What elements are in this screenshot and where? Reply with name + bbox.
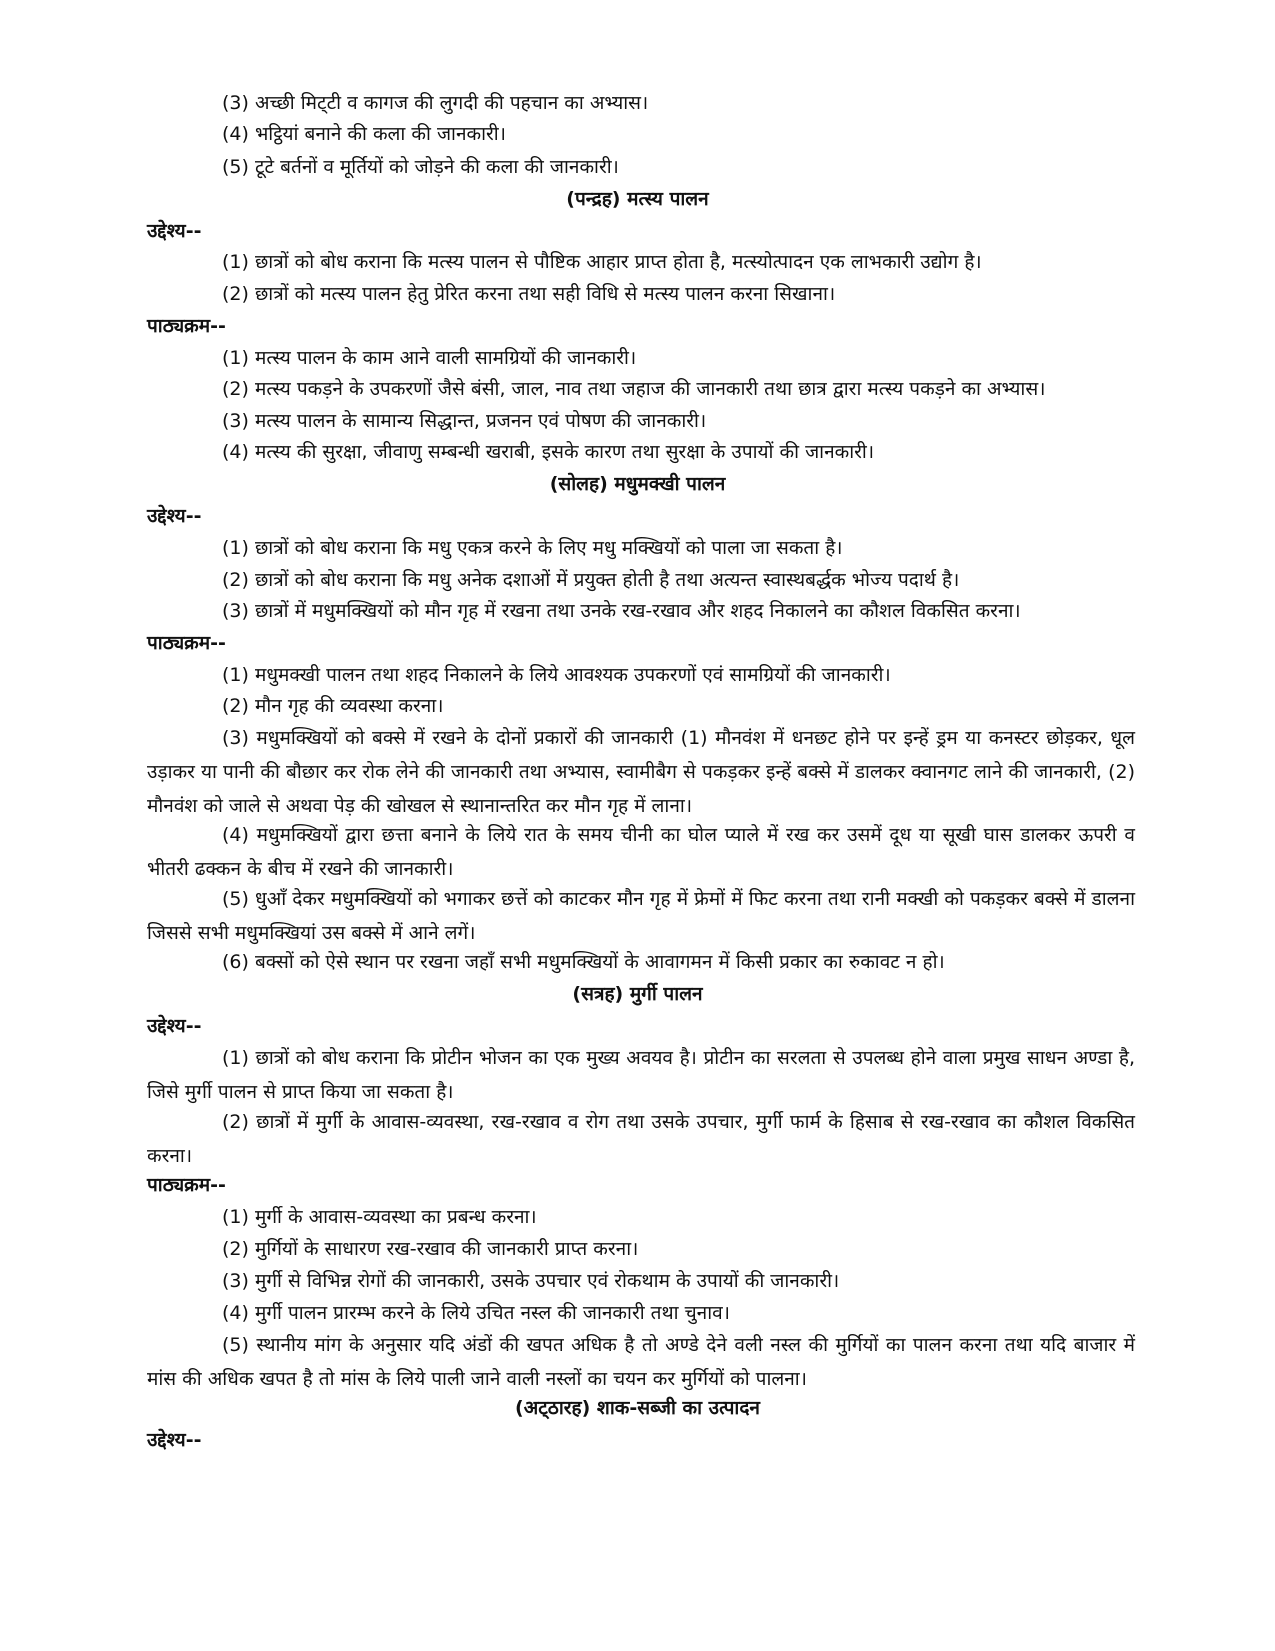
list-item: (4) मुर्गी पालन प्रारम्भ करने के लिये उचित नस्ल की जानकारी तथा चुनाव। [222,1302,730,1324]
list-item: (2) मुर्गियों के साधारण रख-रखाव की जानकारी प्राप्त करना। [222,1238,639,1260]
objectives-label: उद्देश्य-- [147,505,202,527]
objectives-label: उद्देश्य-- [147,220,202,242]
section-heading: (अट्‌ठारह) शाक-सब्जी का उत्पादन [515,1397,760,1419]
list-paragraph: (3) मधुमक्खियों को बक्से में रखने के दोनों प्रकारों की जानकारी (1) मौनवंश में धनछट होने पर इन्हें ड्रम या कनस्टर छोड़कर, धूल उड़ाकर या पानी की बौछार कर रोक लेने की जानकारी तथा अभ्यास, स्वामीबैग से पकड़कर इन्हें बक्से में डालकर क्वानगट लाने की जानकारी, (2) मौनवंश को जाले से अथवा पेड़ की खोखल से स्थानान्तरित कर मौन गृह में लाना। [147,727,1135,817]
list-item: (6) बक्सों को ऐसे स्थान पर रखना जहाँ सभी मधुमक्खियों के आवागमन में किसी प्रकार का रुकावट न हो। [222,951,945,973]
section-heading: (सत्रह) मुर्गी पालन [572,983,703,1005]
list-item: (2) मौन गृह की व्यवस्था करना। [222,695,444,717]
list-item: (2) छात्रों को मत्स्य पालन हेतु प्रेरित करना तथा सही विधि से मत्स्य पालन करना सिखाना। [222,283,836,305]
list-item: (3) मुर्गी से विभिन्न रोगों की जानकारी, उसके उपचार एवं रोकथाम के उपायों की जानकारी। [222,1270,840,1292]
list-paragraph: (2) छात्रों में मुर्गी के आवास-व्यवस्था, रख-रखाव व रोग तथा उसके उपचार, मुर्गी फार्म के हिसाब से रख-रखाव का कौशल विकसित करना। [147,1111,1135,1167]
syllabus-label: पाठ्यक्रम-- [147,1174,226,1196]
list-item: (4) भट्ठियां बनाने की कला की जानकारी। [222,123,506,145]
list-item: (3) छात्रों में मधुमक्खियों को मौन गृह में रखना तथा उनके रख-रखाव और शहद निकालने का कौशल विकसित करना। [222,600,1021,622]
objectives-label: उद्देश्य-- [147,1429,202,1451]
list-item: (1) मुर्गी के आवास-व्यवस्था का प्रबन्ध करना। [222,1206,537,1228]
list-item: (5) टूटे बर्तनों व मूर्तियों को जोड़ने की कला की जानकारी। [222,156,619,178]
list-item: (3) अच्छी मिट्‌टी व कागज की लुगदी की पहचान का अभ्यास। [222,92,649,114]
list-item: (2) छात्रों को बोध कराना कि मधु अनेक दशाओं में प्रयुक्त होती है तथा अत्यन्त स्वास्थबर्द्धक भोज्य पदार्थ है। [222,569,960,591]
section-heading: (पन्द्रह) मत्स्य पालन [566,188,709,210]
list-item: (1) मत्स्य पालन के काम आने वाली सामग्रियों की जानकारी। [222,347,637,369]
list-item: (2) मत्स्य पकड़ने के उपकरणों जैसे बंसी, जाल, नाव तथा जहाज की जानकारी तथा छात्र द्वारा मत्स्य पकड़ने का अभ्यास। [222,378,1046,400]
list-item: (4) मत्स्य की सुरक्षा, जीवाणु सम्बन्धी खराबी, इसके कारण तथा सुरक्षा के उपायों की जानकारी। [222,441,875,463]
list-item: (1) छात्रों को बोध कराना कि मत्स्य पालन से पौष्टिक आहार प्राप्त होता है, मत्स्योत्पादन एक लाभकारी उद्योग है। [222,251,982,273]
syllabus-label: पाठ्यक्रम-- [147,632,226,654]
list-item: (1) मधुमक्खी पालन तथा शहद निकालने के लिये आवश्यक उपकरणों एवं सामग्रियों की जानकारी। [222,664,891,686]
list-paragraph: (5) स्थानीय मांग के अनुसार यदि अंडों की खपत अधिक है तो अण्डे देने वली नस्ल की मुर्गियों का पालन करना तथा यदि बाजार में मांस की अधिक खपत है तो मांस के लिये पाली जाने वाली नस्लों का चयन कर मुर्गियों को पालना। [147,1334,1135,1390]
list-item: (1) छात्रों को बोध कराना कि मधु एकत्र करने के लिए मधु मक्खियों को पाला जा सकता है। [222,537,843,559]
list-item: (3) मत्स्य पालन के सामान्य सिद्धान्त, प्रजनन एवं पोषण की जानकारी। [222,410,707,432]
section-heading: (सोलह) मधुमक्खी पालन [549,473,726,495]
objectives-label: उद्देश्य-- [147,1015,202,1037]
list-paragraph: (5) धुआँ देकर मधुमक्खियों को भगाकर छत्तें को काटकर मौन गृह में फ्रेमों में फिट करना तथा रानी मक्खी को पकड़कर बक्से में डालना जिससे सभी मधुमक्खियां उस बक्से में आने लगें। [147,888,1135,944]
list-paragraph: (1) छात्रों को बोध कराना कि प्रोटीन भोजन का एक मुख्य अवयव है। प्रोटीन का सरलता से उपलब्ध होने वाला प्रमुख साधन अण्डा है, जिसे मुर्गी पालन से प्राप्त किया जा सकता है। [147,1047,1135,1103]
syllabus-label: पाठ्यक्रम-- [147,315,226,337]
list-paragraph: (4) मधुमक्खियों द्वारा छत्ता बनाने के लिये रात के समय चीनी का घोल प्याले में रख कर उसमें दूध या सूखी घास डालकर ऊपरी व भीतरी ढक्कन के बीच में रखने की जानकारी। [147,824,1135,880]
